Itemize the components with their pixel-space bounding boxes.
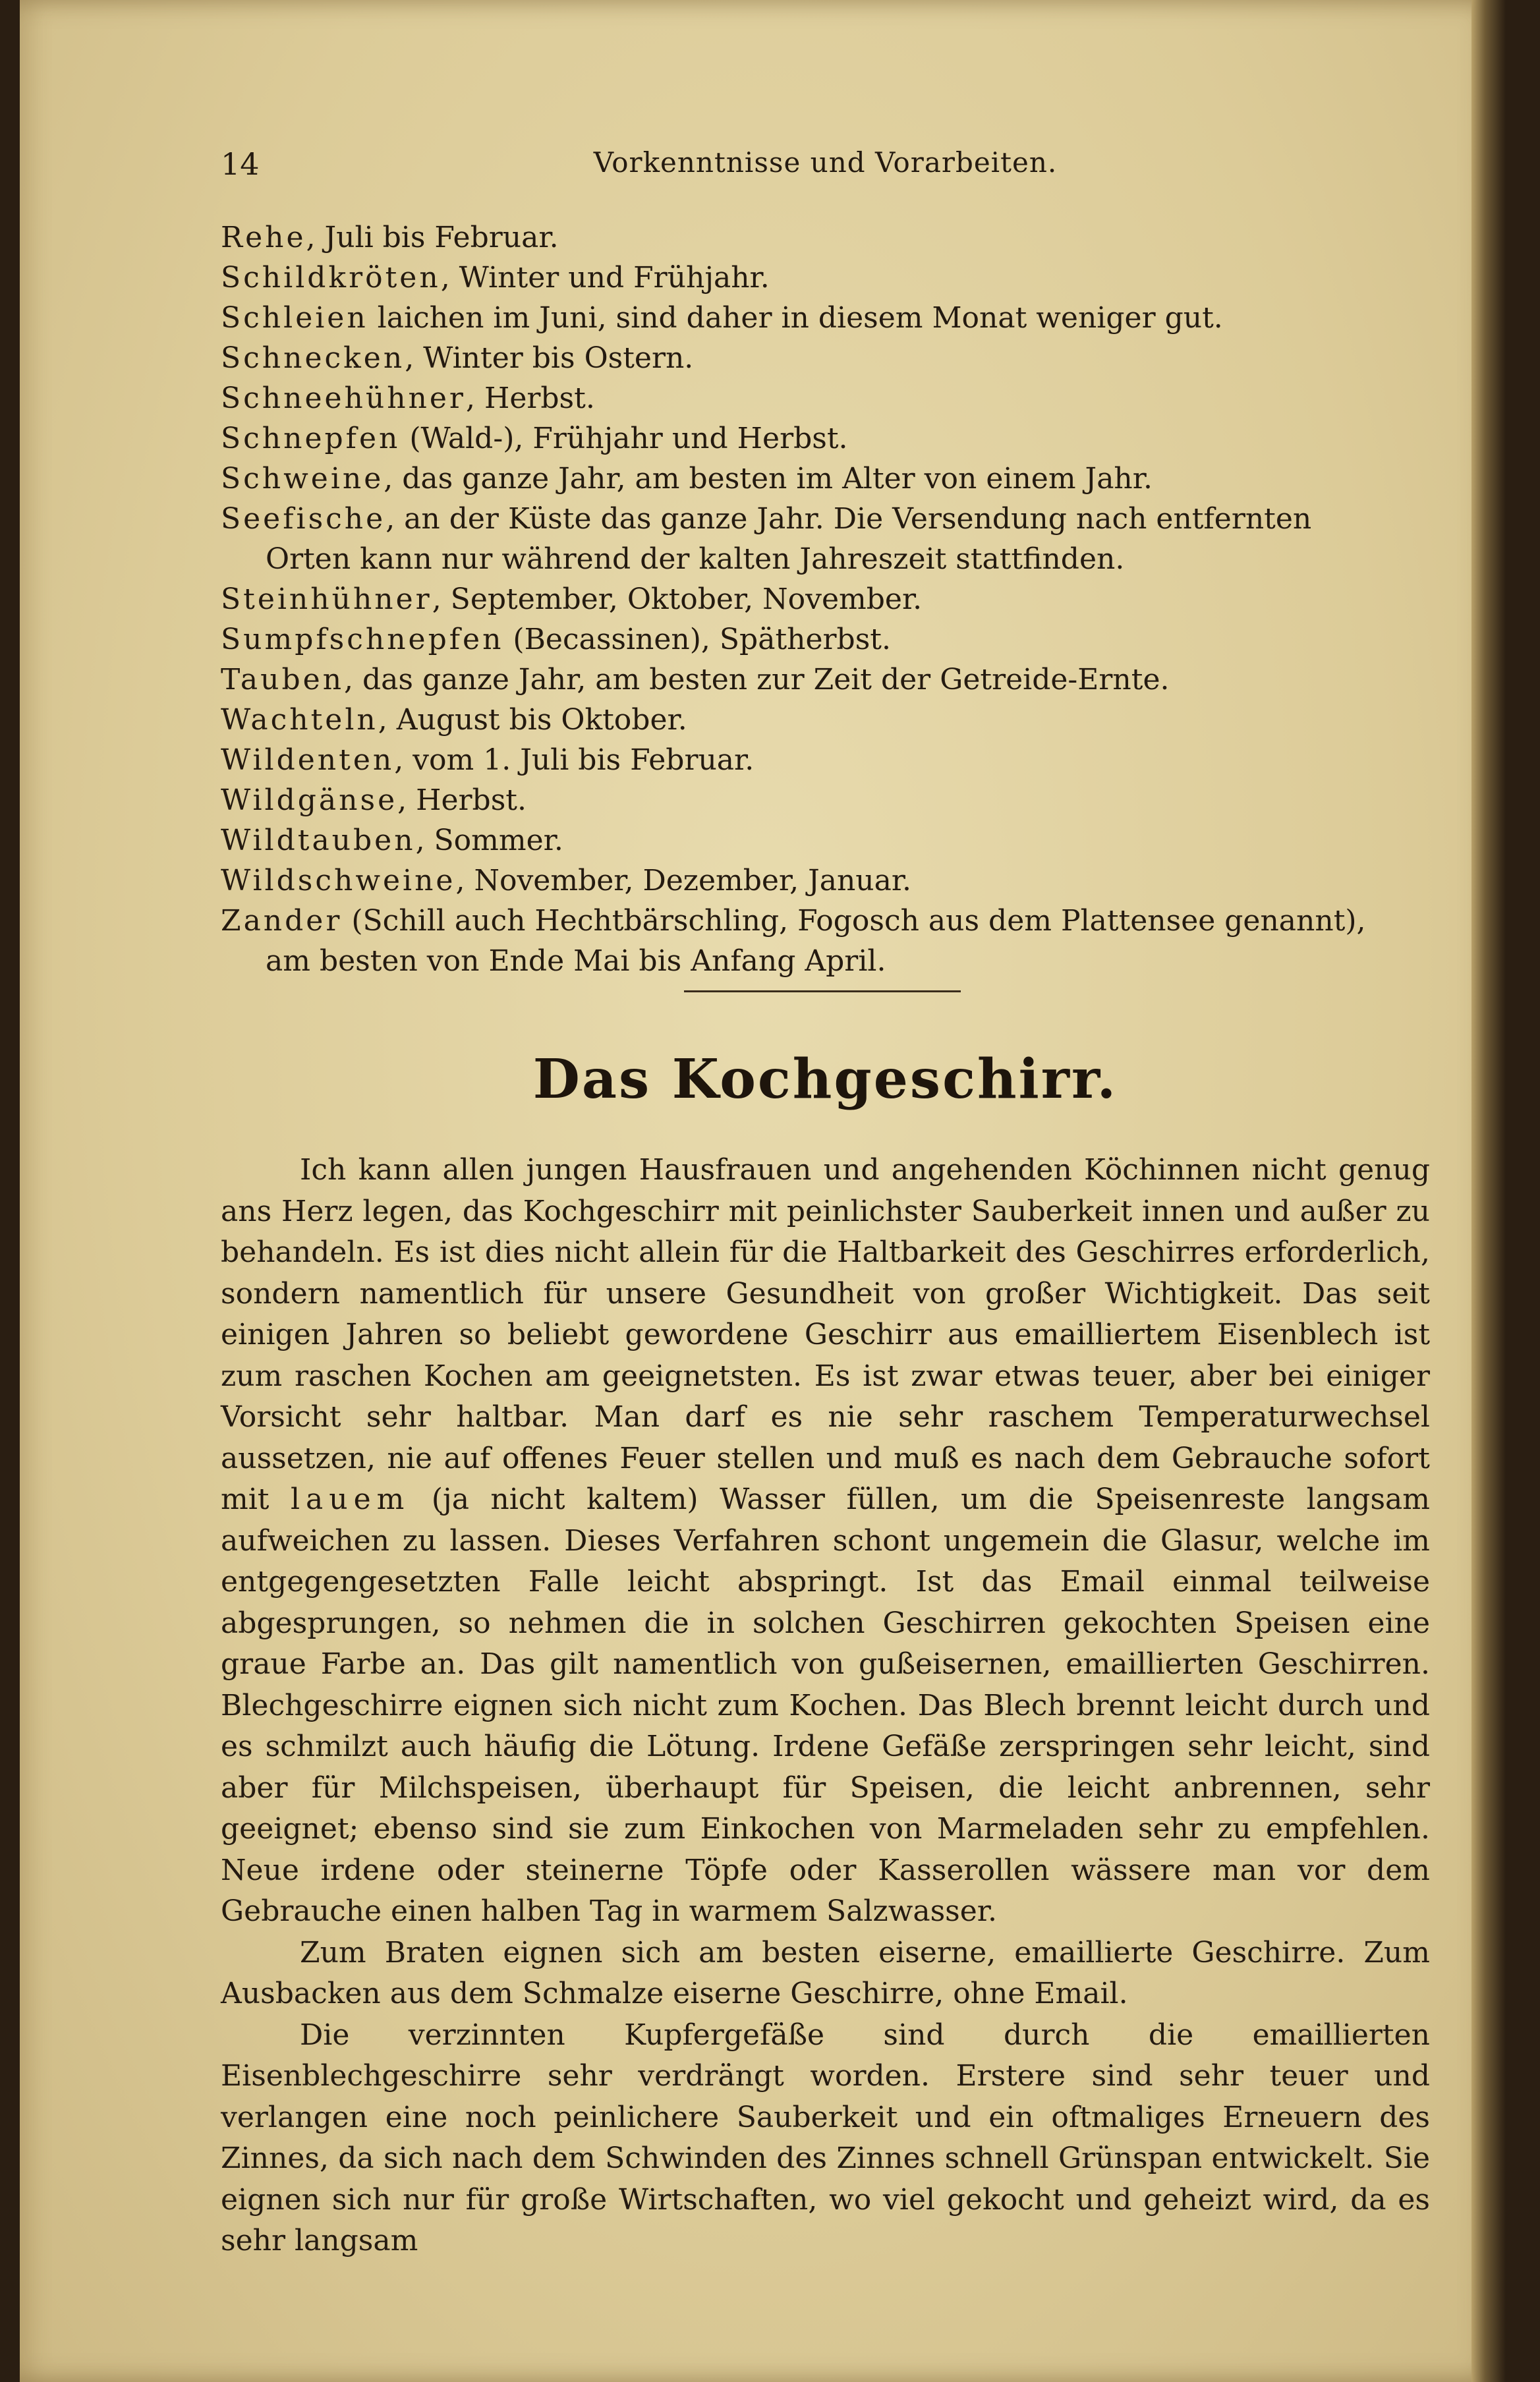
section-title: Das Kochgeschirr. <box>532 1048 1118 1111</box>
entry-text: , Winter und Frühjahr. <box>440 261 770 295</box>
entry-term: Wildenten <box>221 743 395 777</box>
entry-term: Schweine <box>221 462 384 496</box>
paragraph: Zum Braten eignen sich am besten eiserne, emaillierte Geschirre. Zum Ausbacken aus dem Schmalze eiserne Geschirre, ohne Email. <box>221 1935 1430 2010</box>
entry-term: Schnecken <box>221 341 405 375</box>
entry-continuation: Orten kann nur während der kalten Jahreszeit stattfinden. <box>266 542 1125 576</box>
entry-text: , August bis Oktober. <box>378 703 687 737</box>
entry-text: , das ganze Jahr, am besten im Alter von einem Jahr. <box>384 462 1153 496</box>
body-text <box>221 1150 1430 2262</box>
entry-text: , Herbst. <box>397 783 527 817</box>
list-item <box>221 861 1430 901</box>
page-number: 14 <box>221 146 260 182</box>
entry-text: , das ganze Jahr, am besten zur Zeit der Getreide-Ernte. <box>344 663 1170 696</box>
entry-term: Schildkröten <box>221 261 441 295</box>
entry-term: Schleien <box>221 301 368 335</box>
list-item <box>221 820 1430 861</box>
list-item <box>221 217 1430 258</box>
entry-continuation: am besten von Ende Mai bis Anfang April. <box>266 944 886 978</box>
entry-text: (Schill auch Hechtbärschling, Fogosch aus dem Plattensee genannt), <box>342 904 1366 938</box>
list-item <box>221 780 1430 820</box>
list-item <box>221 619 1430 660</box>
entry-text: , an der Küste das ganze Jahr. Die Versendung nach entfernten <box>385 502 1312 536</box>
entry-text: , Sommer. <box>415 824 563 857</box>
paragraph: Ich kann allen jungen Hausfrauen und angehenden Köchinnen nicht genug ans Herz legen, das Kochgeschirr mit peinlichster Sauberkeit innen und außer zu behandeln. Es ist dies nicht allein für die Haltbarkeit des Geschirres erforderlich, sondern namentlich für unsere Gesundheit von großer Wichtigkeit. Das seit einigen Jahren so beliebt gewordene Geschirr aus emailliertem Eisenblech ist zum raschen Kochen am geeignetsten. Es ist zwar etwas teuer, aber bei einiger Vorsicht sehr haltbar. Man darf es nie sehr raschem Temperaturwechsel aussetzen, nie auf offenes Feuer stellen und muß es nach dem Gebrauche sofort mit lauem (ja nicht kaltem) Wasser füllen, um die Speisenreste langsam aufweichen zu lassen. Dieses Verfahren schont ungemein die Glasur, welche im entgegengesetzten Falle leicht abspringt. Ist das Email einmal teilweise abgesprungen, so nehmen die in solchen Geschirren gekochten Speisen eine graue Farbe an. Das gilt namentlich von gußeisernen, emaillierten Geschirren. Blechgeschirre eignen sich nicht zum Kochen. Das Blech brennt leicht durch und es schmilzt auch häufig die Lötung. Irdene Gefäße zerspringen sehr leicht, sind aber für Milchspeisen, überhaupt für Speisen, die leicht anbrennen, sehr geeignet; ebenso sind sie zum Einkochen von Marmeladen sehr zu empfehlen. Neue irdene oder steinerne Töpfe oder Kasserollen wässere man vor dem Gebrauche einen halben Tag in warmem Salzwasser. <box>221 1153 1430 1928</box>
entry-term: Seefische <box>221 502 386 536</box>
list-item <box>221 499 1430 579</box>
entry-text: , Juli bis Februar. <box>306 221 559 254</box>
running-head: Vorkenntnisse und Vorarbeiten. <box>593 146 1058 179</box>
entry-term: Wildschweine <box>221 864 456 897</box>
section-divider <box>684 990 961 992</box>
entry-term: Wachteln <box>221 703 378 737</box>
entry-text: (Becassinen), Spätherbst. <box>503 623 891 656</box>
entry-term: Wildgänse <box>221 783 398 817</box>
entry-term: Zander <box>221 904 343 938</box>
entry-text: , November, Dezember, Januar. <box>455 864 912 897</box>
entry-text: laichen im Juni, sind daher in diesem Monat weniger gut. <box>368 301 1223 335</box>
entry-text: , Herbst. <box>465 382 595 415</box>
list-item <box>221 740 1430 780</box>
page-header <box>221 146 1430 192</box>
list-item <box>221 579 1430 619</box>
list-item <box>221 418 1430 459</box>
entry-term: Tauben <box>221 663 345 696</box>
paragraph: Die verzinnten Kupfergefäße sind durch die emaillierten Eisenblechgeschirre sehr verdrängt worden. Erstere sind sehr teuer und verlangen eine noch peinlichere Sauberkeit und ein oftmaliges Erneuern des Zinnes, da sich nach dem Schwinden des Zinnes schnell Grünspan entwickelt. Sie eignen sich nur für große Wirtschaften, wo viel gekocht und geheizt wird, da es sehr langsam <box>221 2018 1430 2257</box>
seasonal-list <box>221 217 1430 981</box>
list-item <box>221 298 1430 338</box>
list-item <box>221 338 1430 378</box>
list-item <box>221 660 1430 700</box>
entry-term: Steinhühner <box>221 582 432 616</box>
page-edge-shadow <box>1471 0 1506 2382</box>
entry-term: Schnepfen <box>221 422 401 455</box>
list-item <box>221 378 1430 418</box>
entry-text: , vom 1. Juli bis Februar. <box>394 743 755 777</box>
entry-text: , September, Oktober, November. <box>432 582 923 616</box>
list-item <box>221 901 1430 981</box>
emphasis-word: lauem <box>290 1483 411 1516</box>
list-item <box>221 459 1430 499</box>
entry-term: Sumpfschnepfen <box>221 623 504 656</box>
list-item <box>221 700 1430 740</box>
entry-term: Schneehühner <box>221 382 466 415</box>
entry-text: (Wald-), Frühjahr und Herbst. <box>400 422 848 455</box>
entry-text: , Winter bis Ostern. <box>405 341 694 375</box>
entry-term: Wildtauben <box>221 824 416 857</box>
list-item <box>221 258 1430 298</box>
entry-term: Rehe <box>221 221 306 254</box>
